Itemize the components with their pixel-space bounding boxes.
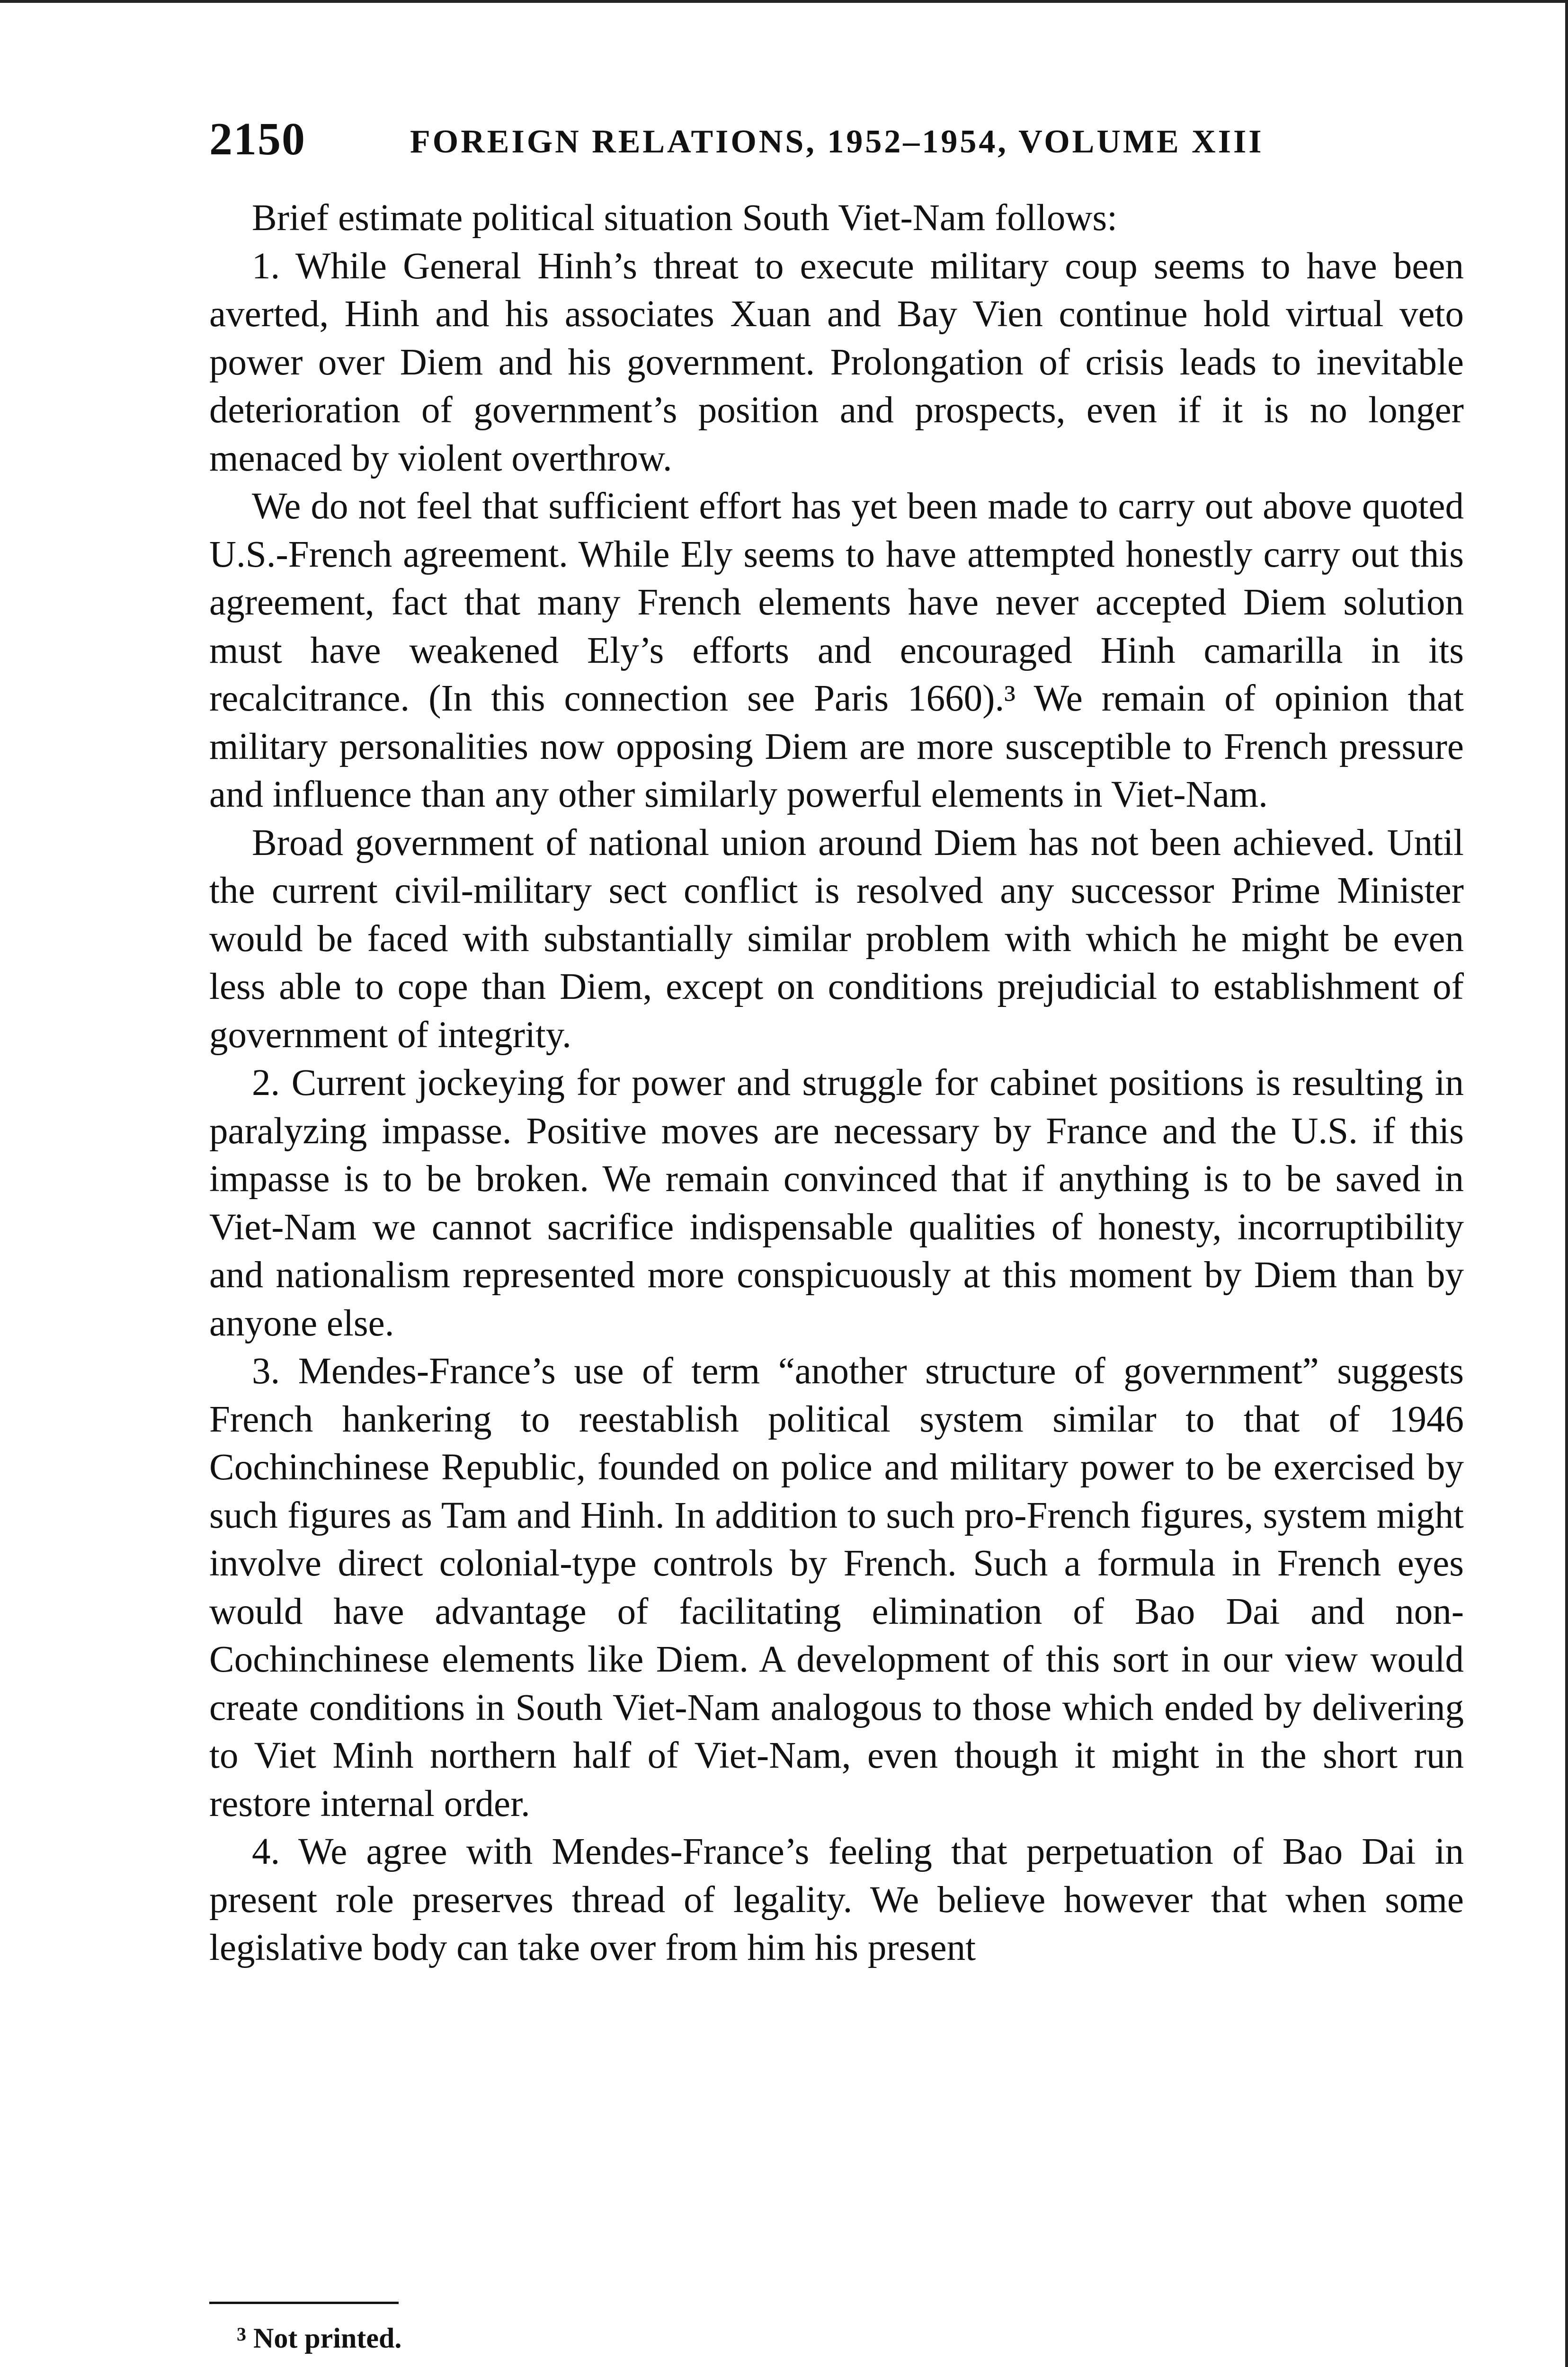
paragraph-point-1: 1. While General Hinh’s threat to execute military coup seems to have been averted, Hinh and his associates Xuan and Bay Vien continue hold virtual veto power over Diem and his government. Prolongation of crisis leads to inevitable deterioration of government’s position and prospects, even if it is no longer menaced by violent overthrow. <box>209 245 1464 479</box>
footnote-divider <box>209 2302 399 2304</box>
paragraph-point-3: 3. Mendes-France’s use of term “another structure of government” suggests French hankering to reestablish political system similar to that of 1946 Cochinchinese Republic, founded on police and military power to be exercised by such figures as Tam and Hinh. In addition to such pro-French figures, system might involve direct colonial-type controls by French. Such a formula in French eyes would have advantage of facilitating elimination of Bao Dai and non-Cochinchinese elements like Diem. A development of this sort in our view would create conditions in South Viet-Nam analogous to those which ended by delivering to Viet Minh northern half of Viet-Nam, even though it might in the short run restore internal order. <box>209 1351 1464 1824</box>
footnote <box>237 2322 401 2355</box>
running-title: FOREIGN RELATIONS, 1952–1954, VOLUME XIII <box>410 124 1264 160</box>
paragraph-national-union: Broad government of national union around Diem has not been achieved. Until the current civil-military sect conflict is resolved any successor Prime Minister would be faced with substantially similar problem with which he might be even less able to cope than Diem, except on conditions prejudicial to establishment of government of integrity. <box>209 822 1464 1056</box>
paragraph-point-4: 4. We agree with Mendes-France’s feeling that perpetuation of Bao Dai in present role preserves thread of legality. We believe however that when some legislative body can take over from him his present <box>209 1831 1464 1968</box>
footnote-marker: 3 <box>237 2323 246 2345</box>
paragraph-us-french-agreement: We do not feel that sufficient effort has yet been made to carry out above quoted U.S.-French agreement. While Ely seems to have attempted honestly carry out this agreement, fact that many French elements have never accepted Diem solution must have weakened Ely’s efforts and encouraged Hinh camarilla in its recalcitrance. (In this connection see Paris 1660).³ We remain of opinion that military personalities now opposing Diem are more susceptible to French pressure and influence than any other similarly powerful elements in Viet-Nam. <box>209 486 1464 815</box>
paragraph-intro: Brief estimate political situation South Viet-Nam follows: <box>252 197 1118 239</box>
paragraph-point-2: 2. Current jockeying for power and struggle for cabinet positions is resulting in paralyzing impasse. Positive moves are necessary by France and the U.S. if this impasse is to be broken. We remain convinced that if anything is to be saved in Viet-Nam we cannot sacrifice indispensable qualities of honesty, incorruptibility and nationalism represented more conspicuously at this moment by Diem than by anyone else. <box>209 1062 1464 1344</box>
body-text <box>209 194 1464 1972</box>
scan-right-border <box>1565 0 1568 2367</box>
page-number: 2150 <box>209 114 306 165</box>
page-header <box>209 113 1464 165</box>
scan-top-border <box>0 0 1568 3</box>
footnote-text: Not printed. <box>253 2323 402 2354</box>
